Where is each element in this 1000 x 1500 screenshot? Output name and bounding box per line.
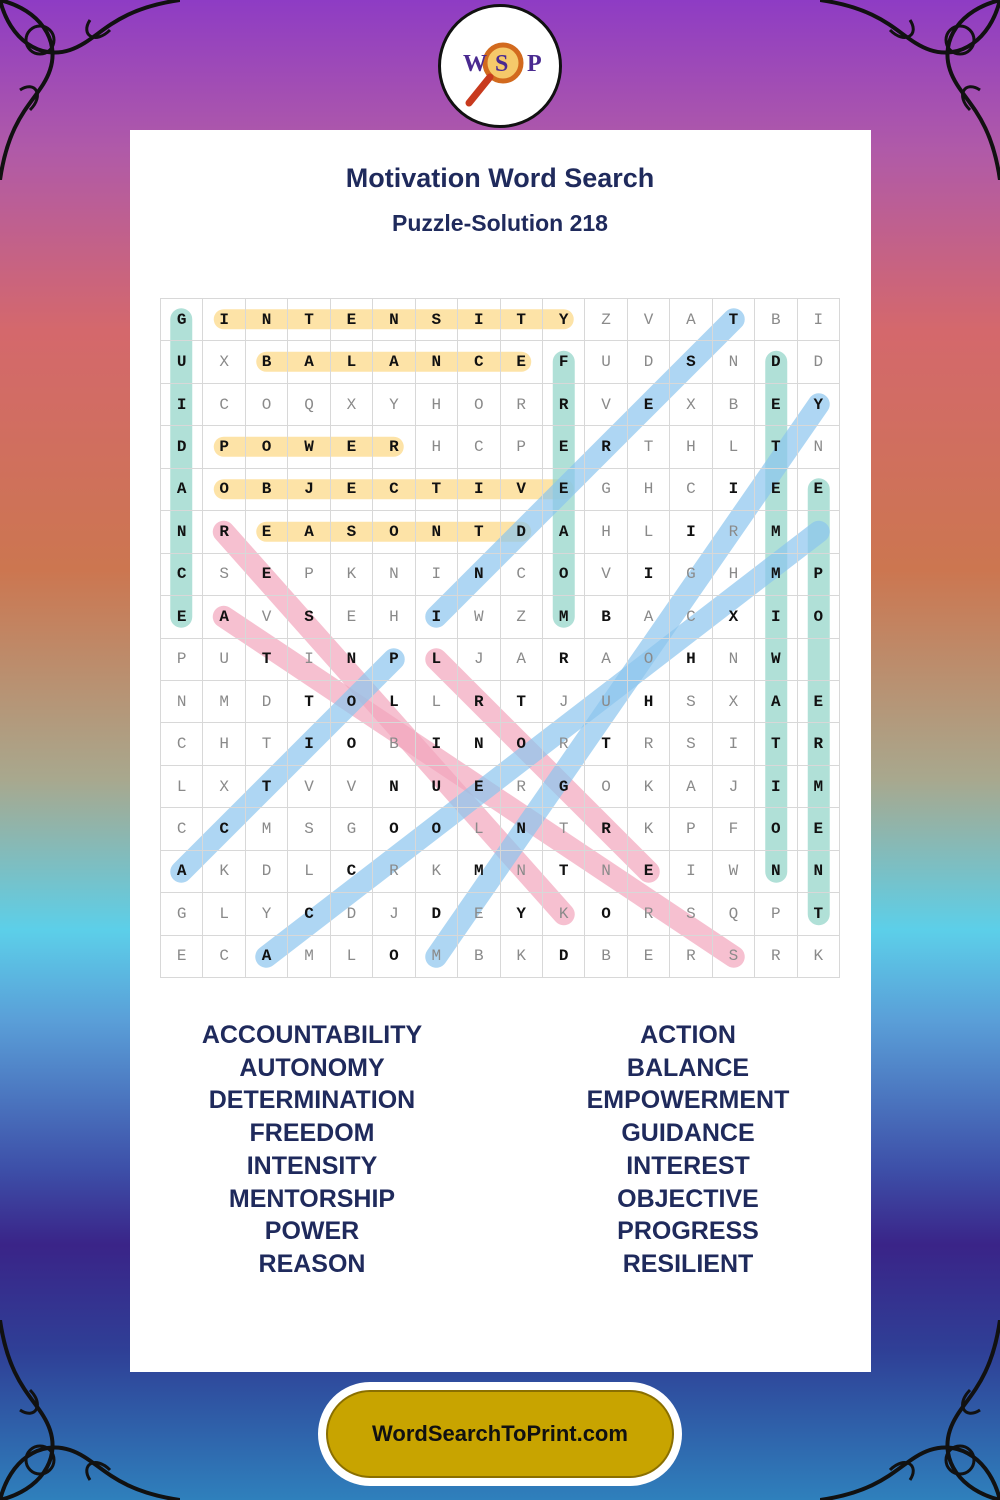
- grid-cell[interactable]: E: [161, 936, 203, 978]
- grid-cell[interactable]: N: [161, 681, 203, 723]
- grid-cell[interactable]: R: [203, 511, 245, 553]
- grid-cell[interactable]: S: [288, 596, 330, 638]
- grid-cell[interactable]: X: [203, 766, 245, 808]
- grid-cell[interactable]: L: [203, 893, 245, 935]
- grid-cell[interactable]: E: [331, 299, 373, 341]
- grid-cell[interactable]: O: [331, 681, 373, 723]
- page-title: Motivation Word Search: [345, 163, 655, 193]
- grid-cell[interactable]: D: [161, 426, 203, 468]
- word-list-item: MENTORSHIP: [228, 1184, 396, 1213]
- grid-cell[interactable]: N: [373, 299, 415, 341]
- grid-cell[interactable]: T: [585, 723, 627, 765]
- grid-cell[interactable]: T: [246, 639, 288, 681]
- grid-cell[interactable]: I: [203, 299, 245, 341]
- svg-text:W: W: [463, 51, 487, 77]
- grid-cell[interactable]: A: [670, 766, 712, 808]
- grid-cell[interactable]: M: [458, 851, 500, 893]
- word-list-item: EMPOWERMENT: [586, 1086, 790, 1115]
- grid-cell[interactable]: T: [755, 426, 797, 468]
- grid-cell[interactable]: J: [373, 893, 415, 935]
- grid-cell[interactable]: B: [246, 341, 288, 383]
- grid-cell[interactable]: Z: [585, 299, 627, 341]
- grid-cell[interactable]: T: [501, 681, 543, 723]
- grid-cell[interactable]: E: [755, 384, 797, 426]
- grid-cell[interactable]: I: [755, 596, 797, 638]
- grid-cell[interactable]: R: [585, 426, 627, 468]
- grid-cell[interactable]: U: [416, 766, 458, 808]
- grid-cell[interactable]: N: [713, 341, 755, 383]
- word-list-item: BALANCE: [626, 1053, 750, 1082]
- grid-cell[interactable]: D: [628, 341, 670, 383]
- word-list-item: ACTION: [640, 1021, 736, 1049]
- grid-cell[interactable]: C: [501, 554, 543, 596]
- grid-cell[interactable]: J: [288, 469, 330, 511]
- grid-cell[interactable]: I: [628, 554, 670, 596]
- letter-grid: [160, 298, 840, 978]
- grid-cell[interactable]: G: [543, 766, 585, 808]
- grid-cell[interactable]: Q: [288, 384, 330, 426]
- grid-cell[interactable]: O: [331, 723, 373, 765]
- grid-cell[interactable]: U: [203, 639, 245, 681]
- grid-cell[interactable]: S: [670, 681, 712, 723]
- grid-cell[interactable]: K: [543, 893, 585, 935]
- grid-cell[interactable]: A: [501, 639, 543, 681]
- grid-cell[interactable]: T: [628, 426, 670, 468]
- grid-cell[interactable]: I: [416, 723, 458, 765]
- grid-cell[interactable]: [798, 511, 840, 553]
- grid-cell[interactable]: V: [628, 299, 670, 341]
- grid-cell[interactable]: C: [373, 469, 415, 511]
- grid-cell[interactable]: P: [798, 554, 840, 596]
- grid-cell[interactable]: P: [161, 639, 203, 681]
- grid-cell[interactable]: E: [331, 426, 373, 468]
- grid-cell[interactable]: N: [713, 639, 755, 681]
- grid-cell[interactable]: R: [628, 723, 670, 765]
- grid-cell[interactable]: O: [246, 384, 288, 426]
- grid-cell[interactable]: E: [628, 851, 670, 893]
- grid-cell[interactable]: R: [501, 766, 543, 808]
- grid-cell[interactable]: H: [670, 639, 712, 681]
- grid-cell[interactable]: C: [288, 893, 330, 935]
- grid-cell[interactable]: E: [501, 341, 543, 383]
- grid-cell[interactable]: V: [585, 554, 627, 596]
- grid-cell[interactable]: V: [246, 596, 288, 638]
- grid-cell[interactable]: E: [628, 936, 670, 978]
- grid-cell[interactable]: O: [755, 808, 797, 850]
- grid-cell[interactable]: I: [416, 554, 458, 596]
- grid-cell[interactable]: N: [798, 851, 840, 893]
- grid-cell[interactable]: H: [628, 469, 670, 511]
- grid-cell[interactable]: I: [670, 851, 712, 893]
- grid-cell[interactable]: D: [246, 851, 288, 893]
- grid-cell[interactable]: G: [331, 808, 373, 850]
- grid-cell[interactable]: N: [373, 766, 415, 808]
- grid-cell[interactable]: K: [628, 766, 670, 808]
- grid-cell[interactable]: M: [755, 511, 797, 553]
- grid-cell[interactable]: M: [246, 808, 288, 850]
- grid-cell[interactable]: E: [543, 469, 585, 511]
- grid-cell[interactable]: T: [543, 808, 585, 850]
- grid-cell[interactable]: R: [543, 723, 585, 765]
- grid-cell[interactable]: S: [331, 511, 373, 553]
- grid-cell[interactable]: O: [246, 426, 288, 468]
- grid-cell[interactable]: Y: [246, 893, 288, 935]
- grid-cell[interactable]: A: [585, 639, 627, 681]
- grid-cell[interactable]: M: [798, 766, 840, 808]
- grid-cell[interactable]: U: [161, 341, 203, 383]
- word-list-item: GUIDANCE: [621, 1119, 755, 1148]
- word-list-item: AUTONOMY: [239, 1053, 385, 1082]
- grid-cell[interactable]: I: [670, 511, 712, 553]
- grid-cell[interactable]: E: [458, 766, 500, 808]
- grid-cell[interactable]: C: [331, 851, 373, 893]
- grid-cell[interactable]: E: [628, 384, 670, 426]
- grid-cell[interactable]: M: [755, 554, 797, 596]
- grid-cell[interactable]: H: [585, 511, 627, 553]
- grid-cell[interactable]: R: [798, 723, 840, 765]
- grid-cell[interactable]: C: [670, 469, 712, 511]
- grid-cell[interactable]: I: [713, 469, 755, 511]
- grid-cell[interactable]: K: [798, 936, 840, 978]
- grid-cell[interactable]: E: [246, 554, 288, 596]
- grid-cell[interactable]: X: [331, 384, 373, 426]
- word-list-item: RESILIENT: [622, 1249, 754, 1278]
- word-list-item: POWER: [264, 1217, 360, 1246]
- grid-cell[interactable]: R: [543, 384, 585, 426]
- grid-cell[interactable]: T: [501, 299, 543, 341]
- grid-cell[interactable]: P: [373, 639, 415, 681]
- grid-cell[interactable]: U: [585, 681, 627, 723]
- grid-cell[interactable]: B: [755, 299, 797, 341]
- grid-cell[interactable]: P: [755, 893, 797, 935]
- grid-cell[interactable]: C: [203, 936, 245, 978]
- grid-cell[interactable]: N: [755, 851, 797, 893]
- grid-cell[interactable]: G: [161, 299, 203, 341]
- grid-cell[interactable]: T: [458, 511, 500, 553]
- grid-cell[interactable]: L: [416, 681, 458, 723]
- grid-cell[interactable]: D: [798, 341, 840, 383]
- grid-cell[interactable]: R: [628, 893, 670, 935]
- grid-cell[interactable]: L: [331, 936, 373, 978]
- grid-cell[interactable]: N: [331, 639, 373, 681]
- footer-site-link[interactable]: WordSearchToPrint.com: [372, 1421, 628, 1446]
- grid-cell[interactable]: T: [246, 723, 288, 765]
- word-list-item: DETERMINATION: [208, 1086, 416, 1115]
- grid-cell[interactable]: W: [755, 639, 797, 681]
- grid-cell[interactable]: T: [288, 299, 330, 341]
- grid-cell[interactable]: I: [161, 384, 203, 426]
- grid-cell[interactable]: V: [585, 384, 627, 426]
- grid-cell[interactable]: X: [713, 681, 755, 723]
- grid-cell[interactable]: D: [416, 893, 458, 935]
- grid-cell[interactable]: C: [161, 723, 203, 765]
- grid-cell[interactable]: R: [373, 426, 415, 468]
- grid-cell[interactable]: K: [501, 936, 543, 978]
- grid-cell[interactable]: P: [670, 808, 712, 850]
- grid-cell[interactable]: M: [543, 596, 585, 638]
- grid-cell[interactable]: I: [288, 639, 330, 681]
- svg-text:P: P: [527, 51, 542, 77]
- grid-cell[interactable]: L: [288, 851, 330, 893]
- grid-cell[interactable]: Z: [501, 596, 543, 638]
- grid-cell[interactable]: X: [713, 596, 755, 638]
- grid-cell[interactable]: R: [585, 808, 627, 850]
- page-subtitle: Puzzle-Solution 218: [392, 210, 608, 236]
- grid-cell[interactable]: E: [246, 511, 288, 553]
- grid-cell[interactable]: C: [670, 596, 712, 638]
- grid-cell[interactable]: A: [670, 299, 712, 341]
- grid-cell[interactable]: M: [203, 681, 245, 723]
- grid-cell[interactable]: E: [331, 596, 373, 638]
- grid-cell[interactable]: L: [628, 511, 670, 553]
- grid-cell[interactable]: Y: [373, 384, 415, 426]
- grid-cell[interactable]: O: [203, 469, 245, 511]
- grid-cell[interactable]: J: [458, 639, 500, 681]
- grid-cell[interactable]: D: [246, 681, 288, 723]
- grid-cell[interactable]: C: [161, 554, 203, 596]
- grid-cell[interactable]: H: [713, 554, 755, 596]
- grid-cell[interactable]: H: [373, 596, 415, 638]
- logo[interactable]: [438, 4, 562, 128]
- word-list-item: PROGRESS: [617, 1217, 759, 1246]
- grid-cell[interactable]: B: [585, 936, 627, 978]
- grid-cell[interactable]: H: [416, 384, 458, 426]
- grid-cell[interactable]: T: [543, 851, 585, 893]
- word-list-item: FREEDOM: [249, 1119, 375, 1148]
- grid-cell[interactable]: E: [458, 893, 500, 935]
- grid-cell[interactable]: E: [798, 681, 840, 723]
- grid-cell[interactable]: N: [501, 851, 543, 893]
- grid-cell[interactable]: P: [501, 426, 543, 468]
- grid-cell[interactable]: I: [288, 723, 330, 765]
- grid-cell[interactable]: F: [713, 808, 755, 850]
- grid-cell[interactable]: B: [458, 936, 500, 978]
- grid-cell[interactable]: N: [246, 299, 288, 341]
- grid-cell[interactable]: A: [755, 681, 797, 723]
- grid-cell[interactable]: S: [670, 893, 712, 935]
- grid-cell[interactable]: C: [458, 341, 500, 383]
- grid-cell[interactable]: M: [288, 936, 330, 978]
- grid-cell[interactable]: S: [670, 723, 712, 765]
- grid-cell[interactable]: O: [373, 511, 415, 553]
- grid-cell[interactable]: I: [458, 299, 500, 341]
- grid-cell[interactable]: O: [373, 936, 415, 978]
- grid-cell[interactable]: E: [331, 469, 373, 511]
- grid-cell[interactable]: V: [288, 766, 330, 808]
- grid-cell[interactable]: S: [713, 936, 755, 978]
- grid-cell[interactable]: O: [458, 384, 500, 426]
- grid-cell[interactable]: L: [416, 639, 458, 681]
- magnifier-logo-icon: [441, 7, 559, 125]
- grid-cell[interactable]: O: [373, 808, 415, 850]
- grid-cell[interactable]: L: [331, 341, 373, 383]
- grid-cell[interactable]: O: [798, 596, 840, 638]
- grid-cell[interactable]: N: [585, 851, 627, 893]
- grid-cell[interactable]: A: [288, 341, 330, 383]
- grid-cell[interactable]: F: [543, 341, 585, 383]
- grid-cell[interactable]: D: [543, 936, 585, 978]
- grid-cell[interactable]: C: [161, 808, 203, 850]
- grid-cell[interactable]: Y: [543, 299, 585, 341]
- grid-cell[interactable]: P: [203, 426, 245, 468]
- grid-cell[interactable]: B: [585, 596, 627, 638]
- word-list-item: INTEREST: [626, 1151, 750, 1180]
- grid-cell[interactable]: A: [246, 936, 288, 978]
- grid-cell[interactable]: N: [416, 341, 458, 383]
- grid-cell[interactable]: E: [798, 808, 840, 850]
- grid-cell[interactable]: S: [670, 341, 712, 383]
- grid-cell[interactable]: H: [203, 723, 245, 765]
- word-list-item: REASON: [258, 1249, 366, 1278]
- grid-cell[interactable]: A: [203, 596, 245, 638]
- grid-cell[interactable]: E: [161, 596, 203, 638]
- grid-cell[interactable]: X: [670, 384, 712, 426]
- grid-cell[interactable]: Q: [713, 893, 755, 935]
- grid-cell[interactable]: H: [670, 426, 712, 468]
- grid-cell[interactable]: E: [798, 469, 840, 511]
- grid-cell[interactable]: N: [501, 808, 543, 850]
- grid-cell[interactable]: M: [416, 936, 458, 978]
- grid-cell[interactable]: B: [246, 469, 288, 511]
- grid-cell[interactable]: I: [755, 766, 797, 808]
- grid-cell[interactable]: R: [501, 384, 543, 426]
- grid-cell[interactable]: B: [373, 723, 415, 765]
- grid-cell[interactable]: K: [416, 851, 458, 893]
- grid-cell[interactable]: H: [628, 681, 670, 723]
- grid-cell[interactable]: T: [246, 766, 288, 808]
- grid-cell[interactable]: N: [798, 426, 840, 468]
- grid-cell[interactable]: Y: [798, 384, 840, 426]
- word-search-grid: [160, 298, 840, 978]
- grid-cell[interactable]: O: [585, 766, 627, 808]
- grid-cell[interactable]: T: [755, 723, 797, 765]
- grid-cell[interactable]: R: [373, 851, 415, 893]
- grid-cell[interactable]: K: [628, 808, 670, 850]
- grid-cell[interactable]: A: [543, 511, 585, 553]
- grid-cell[interactable]: K: [331, 554, 373, 596]
- grid-cell[interactable]: X: [203, 341, 245, 383]
- grid-cell[interactable]: L: [458, 808, 500, 850]
- grid-cell[interactable]: N: [458, 554, 500, 596]
- grid-cell[interactable]: D: [755, 341, 797, 383]
- grid-cell[interactable]: O: [501, 723, 543, 765]
- grid-cell[interactable]: T: [416, 469, 458, 511]
- grid-cell[interactable]: O: [543, 554, 585, 596]
- grid-cell[interactable]: T: [288, 681, 330, 723]
- grid-cell[interactable]: V: [501, 469, 543, 511]
- grid-cell[interactable]: Y: [501, 893, 543, 935]
- grid-cell[interactable]: W: [288, 426, 330, 468]
- grid-cell[interactable]: G: [161, 893, 203, 935]
- grid-cell[interactable]: A: [288, 511, 330, 553]
- grid-cell[interactable]: R: [713, 511, 755, 553]
- grid-cell[interactable]: I: [458, 469, 500, 511]
- word-list-item: INTENSITY: [246, 1151, 378, 1180]
- grid-cell[interactable]: W: [458, 596, 500, 638]
- word-list-item: OBJECTIVE: [617, 1184, 759, 1213]
- grid-cell[interactable]: G: [670, 554, 712, 596]
- grid-cell[interactable]: A: [161, 469, 203, 511]
- grid-cell[interactable]: T: [798, 893, 840, 935]
- grid-cell[interactable]: A: [628, 596, 670, 638]
- grid-cell[interactable]: E: [543, 426, 585, 468]
- grid-cell[interactable]: R: [458, 681, 500, 723]
- grid-cell[interactable]: R: [543, 639, 585, 681]
- grid-cell[interactable]: N: [416, 511, 458, 553]
- grid-cell[interactable]: O: [628, 639, 670, 681]
- grid-cell[interactable]: R: [755, 936, 797, 978]
- grid-cell[interactable]: T: [713, 299, 755, 341]
- grid-cell[interactable]: L: [713, 426, 755, 468]
- grid-cell[interactable]: [798, 639, 840, 681]
- grid-cell[interactable]: O: [585, 893, 627, 935]
- grid-cell[interactable]: E: [755, 469, 797, 511]
- grid-cell[interactable]: K: [203, 851, 245, 893]
- grid-cell[interactable]: S: [288, 808, 330, 850]
- grid-cell[interactable]: C: [458, 426, 500, 468]
- grid-cell[interactable]: D: [331, 893, 373, 935]
- grid-cell[interactable]: V: [331, 766, 373, 808]
- grid-cell[interactable]: G: [585, 469, 627, 511]
- grid-cell[interactable]: W: [713, 851, 755, 893]
- grid-cell[interactable]: S: [416, 299, 458, 341]
- grid-cell[interactable]: N: [458, 723, 500, 765]
- grid-cell[interactable]: N: [161, 511, 203, 553]
- grid-cell[interactable]: A: [161, 851, 203, 893]
- grid-cell[interactable]: O: [416, 808, 458, 850]
- word-list-item: ACCOUNTABILITY: [201, 1021, 423, 1049]
- grid-cell[interactable]: R: [670, 936, 712, 978]
- grid-cell[interactable]: A: [373, 341, 415, 383]
- grid-cell[interactable]: N: [373, 554, 415, 596]
- grid-cell[interactable]: I: [798, 299, 840, 341]
- grid-cell[interactable]: U: [585, 341, 627, 383]
- grid-cell[interactable]: B: [713, 384, 755, 426]
- footer-button[interactable]: [326, 1390, 674, 1478]
- grid-cell[interactable]: L: [161, 766, 203, 808]
- grid-cell[interactable]: P: [288, 554, 330, 596]
- grid-cell[interactable]: H: [416, 426, 458, 468]
- grid-cell[interactable]: C: [203, 808, 245, 850]
- svg-text:S: S: [495, 51, 509, 77]
- grid-cell[interactable]: J: [543, 681, 585, 723]
- grid-cell[interactable]: I: [416, 596, 458, 638]
- grid-cell[interactable]: L: [373, 681, 415, 723]
- grid-cell[interactable]: S: [203, 554, 245, 596]
- grid-cell[interactable]: J: [713, 766, 755, 808]
- grid-cell[interactable]: C: [203, 384, 245, 426]
- grid-cell[interactable]: I: [713, 723, 755, 765]
- grid-cell[interactable]: D: [501, 511, 543, 553]
